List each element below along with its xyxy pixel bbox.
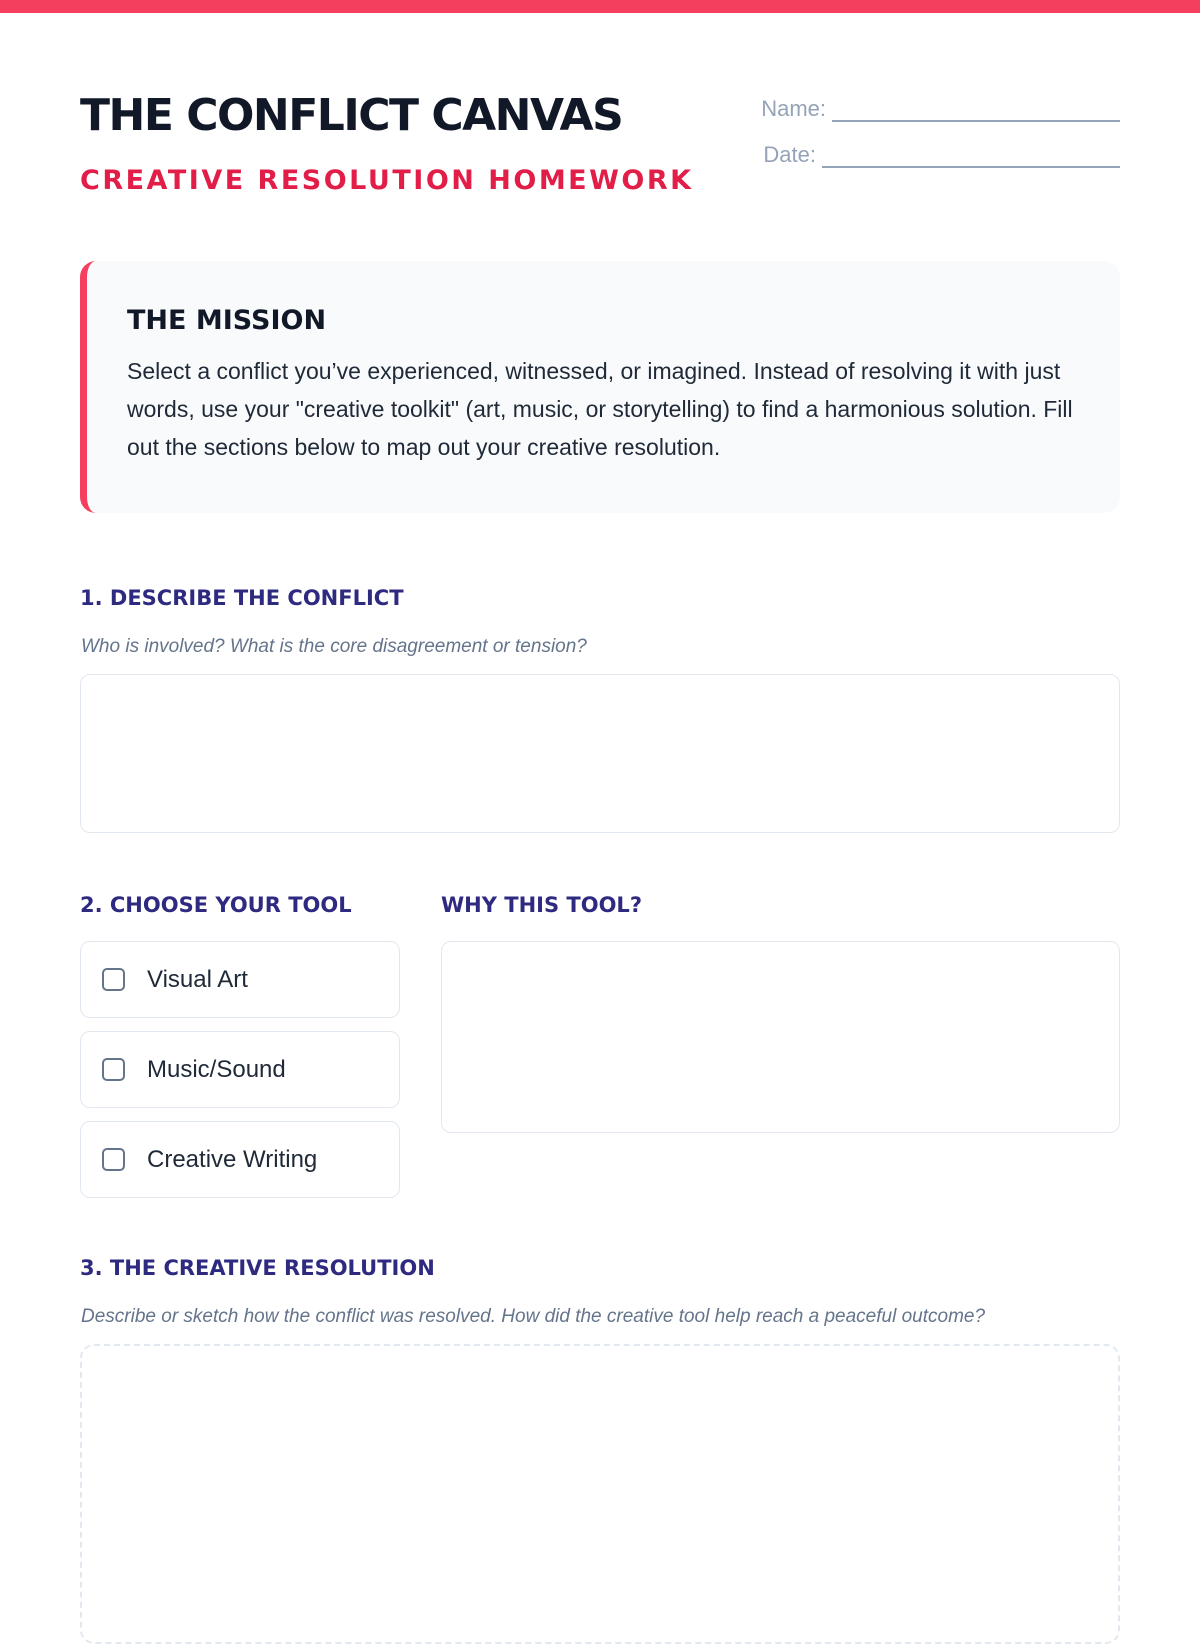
tool-option-creative-writing[interactable] [80, 1121, 400, 1198]
why-tool-title: WHY THIS TOOL? [441, 893, 642, 917]
name-label: Name: [761, 96, 826, 121]
tool-option-label: Creative Writing [147, 1145, 318, 1173]
checkbox[interactable] [102, 1148, 125, 1171]
section-1-title: 1. DESCRIBE THE CONFLICT [80, 586, 404, 610]
mission-title: THE MISSION [127, 305, 327, 336]
tool-option-visual-art[interactable] [80, 941, 400, 1018]
date-field[interactable] [763, 142, 1120, 168]
section-3-title: 3. THE CREATIVE RESOLUTION [80, 1256, 435, 1280]
tool-option-label: Visual Art [147, 965, 248, 993]
mission-card [80, 261, 1120, 513]
section-2-title: 2. CHOOSE YOUR TOOL [80, 893, 352, 917]
name-field[interactable] [761, 96, 1120, 122]
top-accent-bar [0, 0, 1200, 13]
page-subtitle: CREATIVE RESOLUTION HOMEWORK [80, 165, 694, 196]
tool-option-label: Music/Sound [147, 1055, 286, 1083]
conflict-description-box[interactable] [80, 674, 1120, 833]
page-title: THE CONFLICT CANVAS [80, 90, 623, 141]
tool-option-music-sound[interactable] [80, 1031, 400, 1108]
section-3-hint: Describe or sketch how the conflict was resolved. How did the creative tool help reach a peaceful outcome? [81, 1306, 986, 1327]
section-1-hint: Who is involved? What is the core disagreement or tension? [81, 636, 587, 657]
mission-text: Select a conflict you’ve experienced, witnessed, or imagined. Instead of resolving it with just words, use your "creative toolkit" (art, music, or storytelling) to find a harmonious solution. Fill out the sections below to map out your creative resolution. [127, 358, 1073, 460]
name-line[interactable] [832, 98, 1120, 122]
checkbox[interactable] [102, 968, 125, 991]
date-line[interactable] [822, 144, 1120, 168]
resolution-sketch-area[interactable] [80, 1344, 1120, 1644]
date-label: Date: [763, 142, 816, 167]
checkbox[interactable] [102, 1058, 125, 1081]
why-tool-box[interactable] [441, 941, 1120, 1133]
